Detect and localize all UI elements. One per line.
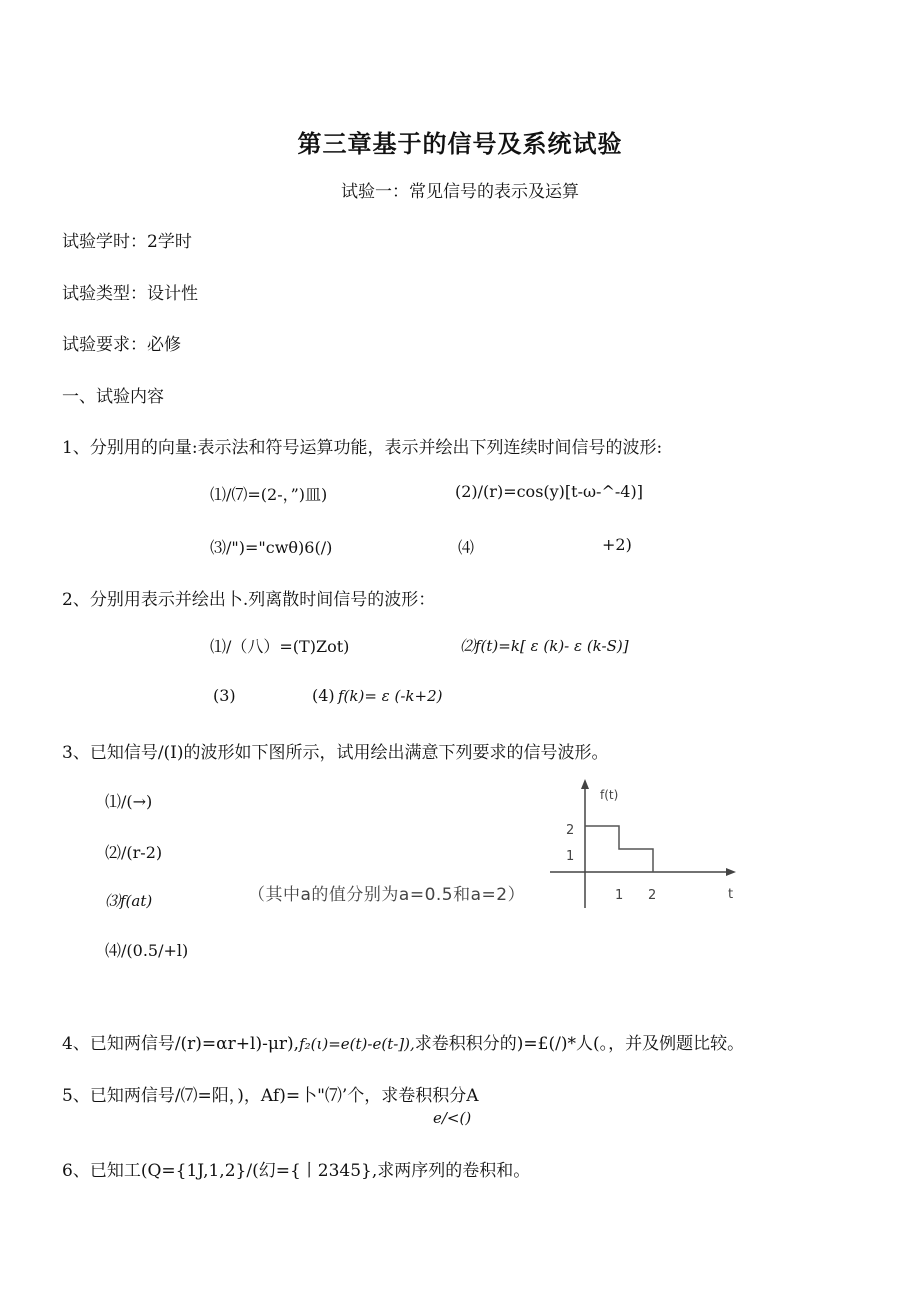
q1-formula-3: ⑶/")="cwθ)6(/) — [210, 538, 333, 557]
q1-formula-4-num: ⑷ — [458, 538, 475, 557]
page-title: 第三章基于的信号及系统试验 — [297, 130, 623, 158]
q3-item-4: ⑷/(0.5/+l) — [105, 941, 189, 960]
hours-line: 试验学时：2学时 — [62, 232, 192, 252]
q3-item-1: ⑴/(→) — [105, 792, 153, 811]
q1-formula-2: (2)/(r)=cos(y)[t-ω-^-4)] — [455, 482, 643, 501]
q3-item-2: ⑵/(r-2) — [105, 843, 163, 862]
section-heading: 一、试验内容 — [62, 387, 164, 407]
q1-formula-1: ⑴/⑺=(2-，”)皿) — [210, 485, 328, 504]
y-axis-label: f(t) — [600, 788, 619, 802]
q2-formula-2: ⑵f(t)=k[ ε (k)- ε (k-S)] — [460, 637, 629, 655]
q6-text: 6、已知工(Q={1J,1,2}/(幻={丨2345},求两序列的卷积和。 — [62, 1161, 531, 1181]
q3-caption: （其中a的值分别为a=0.5和a=2） — [248, 885, 526, 905]
signal-graph — [530, 775, 750, 915]
x-axis-arrow — [726, 868, 736, 876]
q2-formula-3: (3) — [213, 686, 236, 705]
x-axis-label: t — [728, 887, 734, 902]
requirement-line: 试验要求：必修 — [62, 335, 181, 355]
q4-formula: f₂(ι)=e(t)-e(t-]), — [299, 1035, 415, 1053]
q2-text: 2、分别用表示并绘出卜.列离散时间信号的波形： — [62, 590, 436, 610]
q1-text: 1、分别用的向量:表示法和符号运算功能，表示并绘出下列连续时间信号的波形: — [62, 438, 663, 458]
x-tick-2: 2 — [648, 888, 657, 903]
x-tick-1: 1 — [615, 888, 624, 903]
q2-formula-4-expr: f(k)= ε (-k+2) — [338, 687, 443, 705]
q4-line — [62, 1029, 744, 1054]
q2-formula-4-num: (4) — [312, 686, 335, 705]
q1-formula-4-tail: +2) — [602, 535, 632, 554]
q3-item-3: ⑶f(at) — [105, 892, 153, 910]
y-axis-arrow — [581, 779, 589, 789]
q5-text: 5、已知两信号/⑺=阳，)，Af)=卜"⑺’个，求卷积积分A — [62, 1086, 479, 1106]
signal-waveform — [585, 826, 653, 872]
q4-tail: 求卷积积分的)=£(/)*人(。，并及例题比较。 — [414, 1034, 745, 1054]
q4-text: 4、已知两信号/(r)=αr+l)-μr), — [62, 1034, 300, 1054]
page-subtitle: 试验一：常见信号的表示及运算 — [341, 182, 579, 202]
y-tick-1: 1 — [566, 849, 575, 864]
y-tick-2: 2 — [566, 823, 575, 838]
q2-formula-1: ⑴/（八）=(T)Zot) — [210, 637, 350, 656]
type-line: 试验类型：设计性 — [62, 284, 198, 304]
q5-subscript: e/<() — [433, 1109, 472, 1127]
q3-text: 3、已知信号/(I)的波形如下图所示，试用绘出满意下列要求的信号波形。 — [62, 743, 609, 763]
